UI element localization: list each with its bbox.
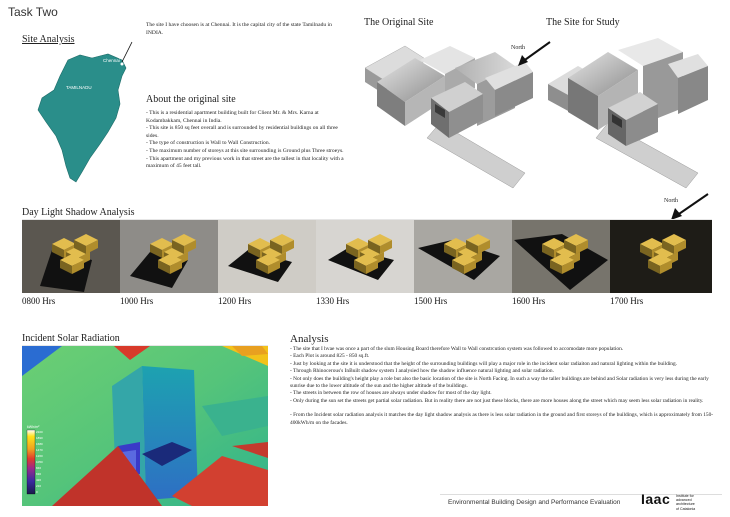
shadow-panel-1700: [610, 220, 712, 293]
legend-value: 1050: [36, 460, 43, 464]
site-intro-text: The site I have choosen is at Chennai. It is the capital city of the state Tamilnadu in INDIA.: [146, 22, 332, 36]
analysis-line: - Through Rhinocerous's InBuilt shadow system I analysied how the shadow influence natural lighting and solar radiation.: [290, 368, 554, 375]
analysis-line: - Just by looking at the site it is understood that the height of the surrounding buildings will play a major role in the incident solar radiaiton and natural lighting within the building.: [290, 360, 678, 367]
legend-value: 0: [36, 490, 38, 494]
tamilnadu-map-shape: [38, 54, 126, 182]
shadow-strip: [22, 220, 712, 293]
study-site-heading: The Site for Study: [546, 17, 620, 28]
shadow-panel-1500: [414, 220, 512, 293]
shadow-panel-0800: [22, 220, 120, 293]
analysis-line: - Only during the sun set the streets get partial solar radiation. But in reality there are not just these blocks, there are more houses along the street which may seem less solar radiation in reality.: [290, 397, 704, 404]
institute-line: architecture: [676, 502, 695, 507]
legend-value: 1680: [36, 442, 43, 446]
time-label: 1500 Hrs: [414, 296, 448, 306]
legend-value: 630: [36, 472, 42, 476]
shadow-panel-1200: [218, 220, 316, 293]
original-site-heading: The Original Site: [364, 17, 434, 28]
time-label: 1330 Hrs: [316, 296, 350, 306]
shadow-strip-graphic: [22, 220, 712, 293]
time-label: 1200 Hrs: [218, 296, 252, 306]
shadow-panel-1330: [316, 220, 414, 293]
about-line: - This site is 850 sq feet overall and is surrounded by residential buildings on all three sides.: [146, 125, 338, 139]
task-title: Task Two: [8, 5, 58, 19]
legend-value: 1470: [36, 448, 43, 452]
map-city-label: Chennai: [103, 58, 120, 63]
analysis-line: - From the Incident solar radiation analysis it matches the day light shadow analysis as there is less solar radiation in the ground and first storeys of the buildings, which is approximately from 150- 400kWh/m on the facades.: [290, 412, 714, 426]
institute-line: Institute for: [676, 494, 694, 498]
shadow-panel-1000: [120, 220, 218, 293]
legend-value: 210: [36, 484, 42, 488]
analysis-heading: Analysis: [290, 333, 329, 345]
shadow-heading: Day Light Shadow Analysis: [22, 207, 135, 218]
about-line: - The maximum number of storeys at this site surrounding is Ground plus Three stroeys.: [146, 147, 344, 154]
about-line: - This apartment and my previous work in that street are the tallest in that locality with a maximum of 45 feet tall.: [146, 155, 344, 170]
time-label: 0800 Hrs: [22, 296, 56, 306]
about-line: - This is a residential apartment building built for Client Mr. & Mrs. Karna at Kodambakkam, Chennai in India.: [146, 110, 319, 124]
legend-title: kWh/m²: [27, 425, 40, 429]
about-heading: About the original site: [146, 94, 236, 105]
study-site-model: [548, 38, 714, 190]
legend-value: 1890: [36, 436, 43, 440]
shadow-panel-1600: [512, 220, 610, 293]
legend-value: 420: [36, 478, 42, 482]
north-arrow-icon: [516, 40, 552, 68]
solar-radiation-render: [22, 346, 268, 506]
site-analysis-heading: Site Analysis: [22, 34, 75, 45]
legend-value: 840: [36, 466, 42, 470]
north-label: North: [511, 45, 525, 51]
iaac-logo: Iaac: [641, 491, 671, 507]
institute-line: of Catalonia: [676, 506, 696, 511]
footer-course: Environmental Building Design and Performance Evaluation: [448, 499, 621, 506]
shadow-north-label: North: [664, 198, 678, 204]
analysis-text: [290, 346, 714, 427]
about-text: [146, 110, 348, 171]
shadow-north-arrow-icon: [668, 192, 710, 222]
time-label: 1600 Hrs: [512, 296, 546, 306]
analysis-line: - The site that I hvae was once a part of the slum Housing Board therefore Wall to Wall constrcution system was followed to accomodate more population.: [290, 346, 624, 352]
solar-heading: Incident Solar Radiation: [22, 333, 120, 344]
institute-text: [676, 494, 695, 511]
institute-line: advanced: [676, 498, 692, 503]
tamilnadu-map: [18, 40, 144, 190]
analysis-line: - Not only does the building's height play a role but also the basic location of the site is North Facing. In such a way the taller buildings are behind and Solar radiation is very less during the early sunrise due to the lower altitude of the sun and the higher altitude of the buildings.: [290, 375, 709, 390]
time-label: 1000 Hrs: [120, 296, 154, 306]
map-state-label: TAMILNADU: [66, 85, 92, 90]
legend-value: 2100: [36, 430, 43, 434]
about-line: - The type of construction is Wall to Wall Construction.: [146, 140, 271, 147]
analysis-line: - The streets in between the row of houses are always under shadow for most of the day light.: [290, 390, 492, 397]
legend-value: 1260: [36, 454, 43, 458]
analysis-line: - Each Plot is around 825 - 850 sq.ft.: [290, 353, 370, 360]
time-label: 1700 Hrs: [610, 296, 644, 306]
original-site-model: [365, 38, 537, 190]
